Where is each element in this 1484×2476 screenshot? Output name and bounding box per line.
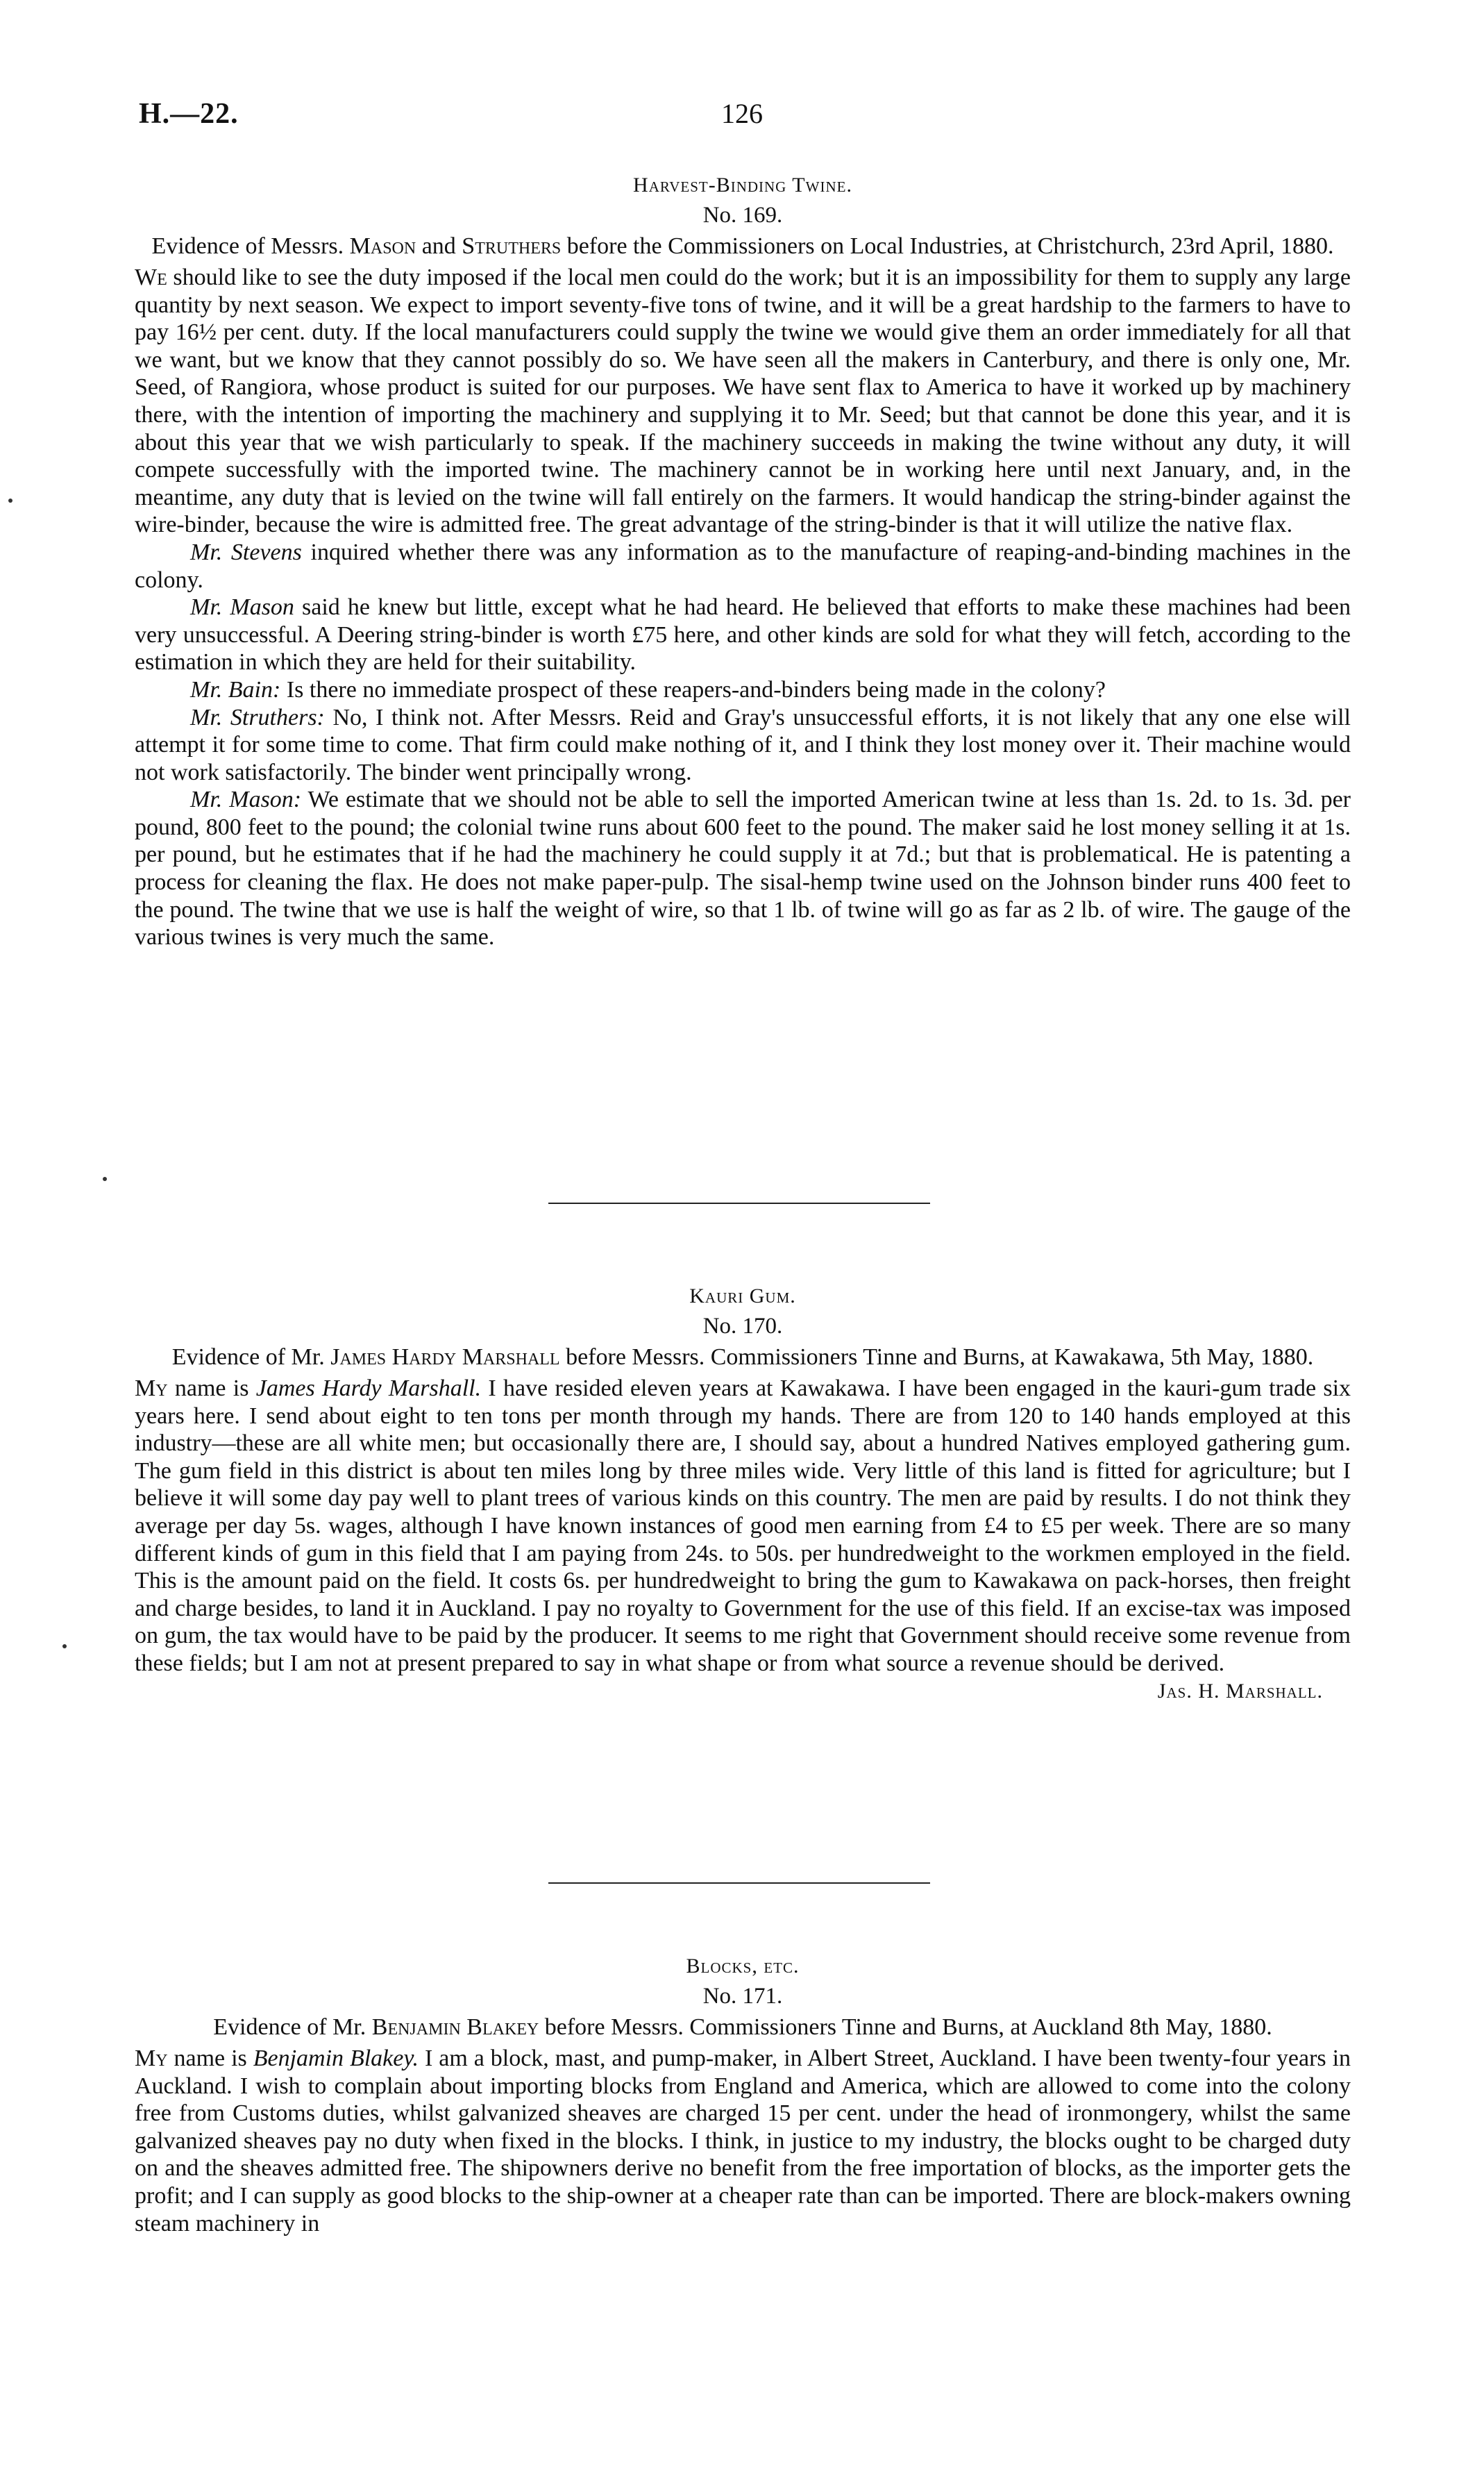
speaker: Mr. Bain: bbox=[190, 676, 281, 703]
paragraph-text: said he knew but little, except what he had heard. He believed that efforts to make these machines had been very unsuccessful. A Deering string-binder is worth £75 here, and other kinds are sold for what they will fetch, according to the estimation in which they are held for their suitability. bbox=[135, 594, 1351, 676]
paragraph-text: inquired whether there was any information as to the manufacture of reaping-and-binding machines in the colony. bbox=[135, 539, 1351, 593]
section-number: No. 170. bbox=[702, 1314, 783, 1339]
page-number: 126 bbox=[721, 98, 763, 129]
section-kauri-gum bbox=[135, 1285, 1351, 1705]
section-number: No. 171. bbox=[702, 1984, 783, 2009]
witness-name: Benjamin Blakey bbox=[371, 2014, 539, 2040]
paragraph-lead: My bbox=[135, 1375, 168, 1401]
section-divider bbox=[548, 1882, 930, 1884]
margin-mark bbox=[8, 499, 12, 503]
speaker: Mr. Struthers: bbox=[190, 704, 325, 730]
section-title: Harvest-Binding Twine. bbox=[633, 174, 852, 196]
section-title: Kauri Gum. bbox=[689, 1285, 796, 1307]
paragraph-text: should like to see the duty imposed if the local men could do the work; but it is an impossibility for them to supply any large quantity by next season. We expect to import seventy-five tons of twine, and it will be a great hardship to the farmers to have to pay 16½ per cent. duty. If the local manufacturers could supply the twine we would give them an order immediately for all that we want, but we know that they cannot possibly do so. We have seen all the makers in Canterbury, and there is only one, Mr. Seed, of Rangiora, whose product is suited for our purposes. We have sent flax to America to have it worked up by machinery there, with the intention of importing the machinery and supplying it to Mr. Seed; but that cannot be done this year, and it is about this year that we wish particularly to speak. If the machinery succeeds in making the twine without any duty, it will compete successfully with the imported twine. The machinery cannot be in working here until next January, and, in the meantime, any duty that is levied on the twine will fall entirely on the farmers. It would handicap the string-binder against the wire-binder, because the wire is admitted free. The great advantage of the string-binder is that it will utilize the native flax. bbox=[135, 265, 1351, 538]
speaker: Mr. Stevens bbox=[190, 539, 302, 565]
evidence-detail: before the Commissioners on Local Industries, at Christchurch, 23rd April, 1880. bbox=[566, 233, 1334, 259]
paragraph-text: We estimate that we should not be able to sell the imported American twine at less than 1s. 2d. to 1s. 3d. per pound, 800 feet to the pound; the colonial twine runs about 600 feet to the pound. The maker said he lost money selling it at 1s. per pound, but he estimates that if he had the machinery he could supply it at 7d.; but that is problematical. He is patenting a process for cleaning the flax. He does not make paper-pulp. The sisal-hemp twine used on the Johnson binder runs 400 feet to the pound. The twine that we use is half the weight of wire, so that 1 lb. of twine will go as far as 2 lb. of wire. The gauge of the various twines is very much the same. bbox=[135, 787, 1351, 951]
evidence-prefix: Evidence of Mr. bbox=[171, 1344, 325, 1370]
document-id: H.—22. bbox=[139, 98, 239, 130]
paragraph bbox=[135, 594, 1351, 676]
evidence-heading bbox=[135, 2014, 1351, 2041]
paragraph bbox=[135, 704, 1351, 787]
margin-mark bbox=[62, 1644, 67, 1648]
speaker: Mr. Mason: bbox=[190, 787, 302, 813]
evidence-and: and bbox=[421, 233, 456, 259]
witness-name: Struthers bbox=[462, 233, 562, 259]
paragraph-text: I have resided eleven years at Kawakawa. I have been engaged in the kauri-gum trade six years here. I send about eight to ten tons per month through my hands. There are from 120 to 140 hands employed at this industry—these are all white men; but occasionally there are, I should say, about a hundred Natives employed gathering gum. The gum field in this district is about ten miles long by three miles wide. Very little of this land is fitted for agriculture; but I believe it will some day pay well to plant trees of various kinds on this country. The men are paid by results. I do not think they average per day 5s. wages, although I have known instances of good men earning from £4 to £5 per week. There are so many different kinds of gum in this field that I am paying from 24s. to 50s. per hundredweight to the workmen employed in the field. This is the amount paid on the field. It costs 6s. per hundredweight to bring the gum to Kawakawa on pack-horses, then freight and charge besides, to land it in Auckland. I pay no royalty to Government for the use of this field. If an excise-tax was imposed on gum, the tax would have to be paid by the producer. It seems to me right that Government should receive some revenue from these fields; but I am not at present prepared to say in what shape or from what source a revenue should be derived. bbox=[135, 1375, 1351, 1676]
evidence-detail: before Messrs. Commissioners Tinne and Burns, at Auckland 8th May, 1880. bbox=[544, 2014, 1272, 2040]
evidence-detail: before Messrs. Commissioners Tinne and Burns, at Kawakawa, 5th May, 1880. bbox=[566, 1344, 1314, 1370]
paragraph-intro: name is bbox=[174, 2046, 247, 2071]
paragraph bbox=[135, 786, 1351, 951]
paragraph bbox=[135, 2045, 1351, 2237]
witness-name: James Hardy Marshall bbox=[330, 1344, 560, 1370]
evidence-heading bbox=[135, 1344, 1351, 1371]
evidence-heading bbox=[135, 233, 1351, 260]
section-number: No. 169. bbox=[702, 203, 783, 228]
paragraph bbox=[135, 676, 1351, 704]
signature: Jas. H. Marshall. bbox=[1157, 1679, 1323, 1703]
margin-mark bbox=[103, 1177, 107, 1181]
paragraph-text: I am a block, mast, and pump-maker, in Albert Street, Auckland. I have been twenty-four years in Auckland. I wish to complain about importing blocks from England and America, which are allowed to come into the colony free from Customs duties, whilst galvanized sheaves are charged 15 per cent. under the head of ironmongery, whilst the same galvanized sheaves pay no duty when fixed in the blocks. I think, in justice to my industry, the blocks ought to be charged duty on and the sheaves admitted free. The shipowners derive no benefit from the free importation of blocks, as the importer gets the profit; and I can supply as good blocks to the ship-owner at a cheaper rate than can be imported. There are block-makers owning steam machinery in bbox=[135, 2046, 1351, 2236]
paragraph bbox=[135, 1375, 1351, 1678]
witness-name-italic: Benjamin Blakey. bbox=[253, 2046, 419, 2071]
section-harvest-binding-twine bbox=[135, 174, 1351, 951]
paragraph bbox=[135, 539, 1351, 594]
paragraph-lead: We bbox=[135, 265, 167, 290]
paragraph-intro: name is bbox=[174, 1375, 249, 1401]
paragraph-text: Is there no immediate prospect of these reapers-and-binders being made in the colony? bbox=[286, 676, 1106, 703]
section-divider bbox=[548, 1203, 930, 1204]
paragraph bbox=[135, 264, 1351, 539]
paragraph-text: No, I think not. After Messrs. Reid and Gray's unsuccessful efforts, it is not likely that any one else will attempt it for some time to come. That firm could make nothing of it, and I think they lost money over it. Their machine would not work satisfactorily. The binder went principally wrong. bbox=[135, 704, 1351, 785]
witness-name: Mason bbox=[349, 233, 416, 259]
paragraph-lead: My bbox=[135, 2046, 168, 2071]
running-head bbox=[139, 97, 1345, 139]
section-title: Blocks, etc. bbox=[686, 1955, 800, 1977]
witness-name-italic: James Hardy Marshall. bbox=[255, 1375, 482, 1401]
evidence-prefix: Evidence of Messrs. bbox=[151, 233, 344, 259]
section-blocks bbox=[135, 1955, 1351, 2237]
evidence-prefix: Evidence of Mr. bbox=[213, 2014, 366, 2040]
speaker: Mr. Mason bbox=[190, 594, 294, 621]
